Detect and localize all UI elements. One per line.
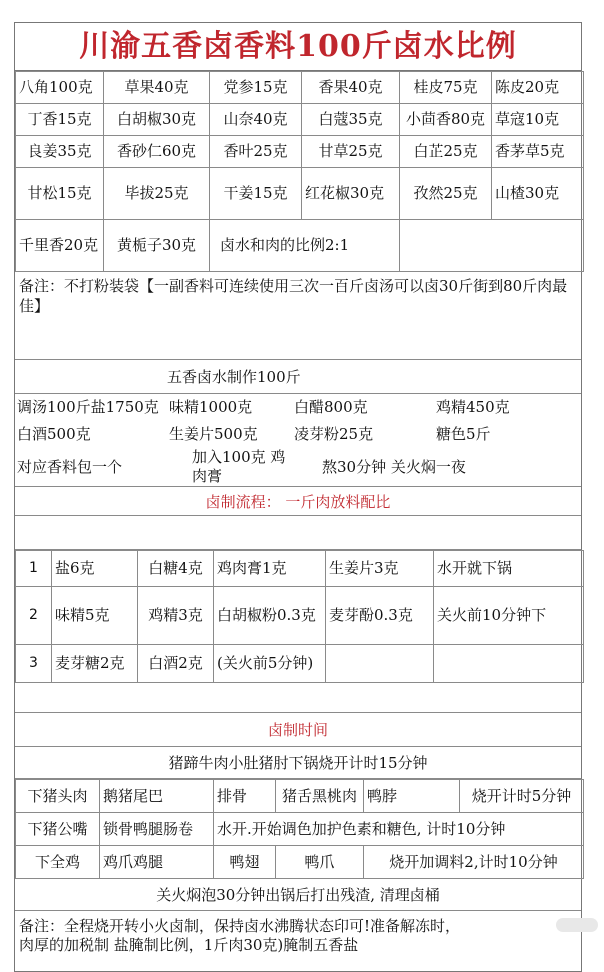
note-line: 备注：全程烧开转小火卤制，保持卤水沸腾状态印可!准备解冻时， [19,917,461,935]
spice-cell: 草果40克 [104,72,210,104]
spice-cell: 甘草25克 [302,136,400,168]
time-cell: 水开.开始调色加护色素和糖色, 计时10分钟 [214,813,584,846]
spice-cell: 丁香15克 [16,104,104,136]
process-cell: 鸡肉膏1克 [214,551,326,587]
table-row [16,846,584,879]
page-title: 川渝五香卤香料100斤卤水比例 [15,23,581,71]
brine-cell: 加入100克 鸡肉膏 [192,448,286,485]
table-row [16,104,584,136]
spice-cell: 八角100克 [16,72,104,104]
process-cell [434,645,584,683]
spice-cell: 香叶25克 [210,136,302,168]
process-cell: 盐6克 [52,551,138,587]
spice-cell: 孜然25克 [400,168,492,220]
brine-cell: 对应香料包一个 [17,457,123,476]
spice-cell: 毕拔25克 [104,168,210,220]
table-row [16,168,584,220]
table-row [16,220,584,272]
brine-cell: 生姜片500克 [169,425,258,443]
time-line-pork: 猪蹄牛肉小肚猪肘下锅烧开计时15分钟 [15,747,581,779]
spice-cell: 桂皮75克 [400,72,492,104]
table-row [16,780,584,813]
spice-table [15,71,584,272]
table-row [15,421,583,448]
time-cell: 烧开加调料2,计时10分钟 [364,846,584,879]
recipe-sheet [14,22,582,972]
spice-cell: 山楂30克 [492,168,584,220]
brine-cell: 白酒500克 [17,425,91,443]
brine-cell: 糖色5斤 [436,425,491,443]
table-row [15,448,583,486]
brine-cell: 白醋800克 [294,398,368,416]
step-number: 2 [16,587,52,645]
table-row [16,813,584,846]
process-cell: 鸡精3克 [138,587,214,645]
time-cell: 下猪公嘴 [16,813,100,846]
spice-cell: 白胡椒30克 [104,104,210,136]
time-cell: 鸡爪鸡腿 [100,846,214,879]
spice-cell: 干姜15克 [210,168,302,220]
table-row [16,551,584,587]
process-cell: 麦芽酚0.3克 [326,587,434,645]
table-row [16,136,584,168]
spice-cell: 黄栀子30克 [104,220,210,272]
process-cell: 水开就下锅 [434,551,584,587]
process-cell: 白胡椒粉0.3克 [214,587,326,645]
time-cell: 鹅猪尾巴 [100,780,214,813]
spice-cell: 千里香20克 [16,220,104,272]
time-cell: 猪舌黑桃肉 [276,780,364,813]
brine-cell: 调汤100斤盐1750克 [17,398,159,416]
note-process [15,911,581,971]
step-number: 1 [16,551,52,587]
process-cell: 生姜片3克 [326,551,434,587]
table-row [16,72,584,104]
spice-cell: 良姜35克 [16,136,104,168]
time-cell: 鸭翅 [214,846,276,879]
brine-table [15,394,583,486]
time-cell: 烧开计时5分钟 [460,780,584,813]
table-row [15,394,583,421]
time-cell: 鸭爪 [276,846,364,879]
spacer [15,683,581,713]
spice-cell: 甘松15克 [16,168,104,220]
time-cell: 鸭脖 [364,780,460,813]
brine-cell: 味精1000克 [169,398,253,416]
process-table [15,550,584,683]
time-cell: 锁骨鸭腿肠卷 [100,813,214,846]
brine-cell: 凌芽粉25克 [294,425,374,443]
time-table [15,779,584,879]
spice-cell: 白芷25克 [400,136,492,168]
table-row [16,587,584,645]
note-packaging: 备注：不打粉装袋【一副香料可连续使用三次一百斤卤汤可以卤30斤街到80斤肉最佳】 [15,272,581,360]
process-cell: 关火前10分钟下 [434,587,584,645]
spice-cell: 陈皮20克 [492,72,584,104]
brine-cell: 熬30分钟 关火焖一夜 [322,457,466,476]
step-number: 3 [16,645,52,683]
spice-cell: 山奈40克 [210,104,302,136]
time-title: 卤制时间 [15,713,581,747]
table-row [16,645,584,683]
process-cell: 味精5克 [52,587,138,645]
note-line: 肉厚的加税制 盐腌制比例，1斤肉30克)腌制五香盐 [19,936,359,954]
process-cell: 白酒2克 [138,645,214,683]
spice-cell: 香砂仁60克 [104,136,210,168]
spice-cell: 草寇10克 [492,104,584,136]
time-cell: 下全鸡 [16,846,100,879]
empty-cell [400,220,584,272]
spice-cell: 小茴香80克 [400,104,492,136]
brine-cell: 鸡精450克 [436,398,510,416]
time-cell: 排骨 [214,780,276,813]
spice-cell: 香茅草5克 [492,136,584,168]
process-cell: 麦芽糖2克 [52,645,138,683]
spice-cell: 党参15克 [210,72,302,104]
process-cell: (关火前5分钟) [214,645,326,683]
spice-cell: 香果40克 [302,72,400,104]
process-cell [326,645,434,683]
process-cell: 白糖4克 [138,551,214,587]
spice-cell: 红花椒30克 [302,168,400,220]
watermark [556,918,598,932]
time-line-finish: 关火焖泡30分钟出锅后打出残渣, 清理卤桶 [15,879,581,911]
spacer [15,516,581,550]
process-title: 卤制流程： 一斤肉放料配比 [15,486,581,516]
spice-cell: 白蔻35克 [302,104,400,136]
brine-title: 五香卤水制作100斤 [15,360,581,394]
time-cell: 下猪头肉 [16,780,100,813]
ratio-cell: 卤水和肉的比例2:1 [210,220,400,272]
